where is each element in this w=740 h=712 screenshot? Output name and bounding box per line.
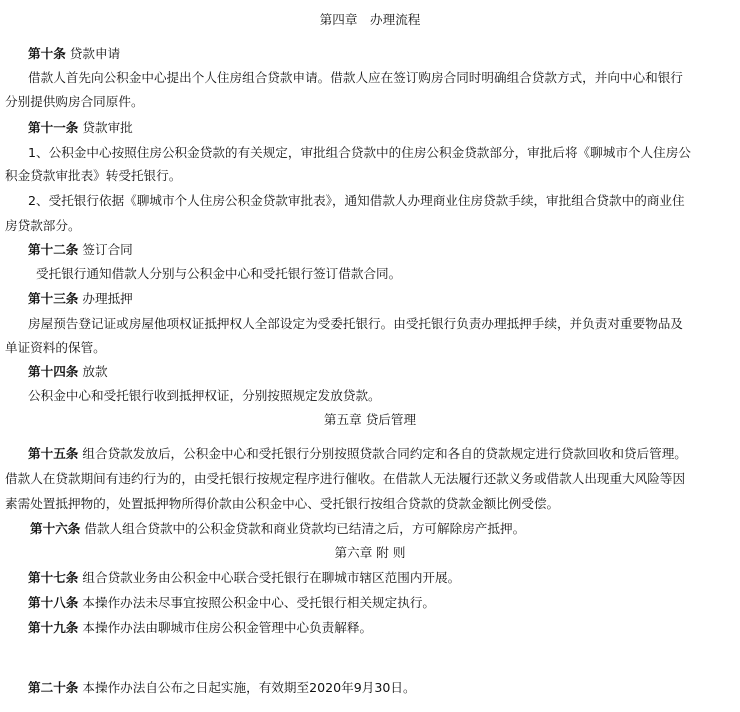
- article-11-item-2b: 房贷款部分。: [5, 218, 81, 233]
- article-11-title: 第十一条: [28, 120, 79, 135]
- article-17-body: 组合贷款业务由公积金中心联合受托银行在聊城市辖区范围内开展。: [82, 570, 461, 585]
- article-10-text-1: 借款人首先向公积金中心提出个人住房组合贷款申请。借款人应在签订购房合同时明确组合贷款方式，并向中心和银行: [28, 70, 683, 85]
- article-15-text-2: 借款人在贷款期间有违约行为的，由受托银行按规定程序进行催收。在借款人无法履行还款义务或借款人出现重大风险等因: [5, 471, 686, 486]
- article-11-item-1a: 1、公积金中心按照住房公积金贷款的有关规定，审批组合贷款中的住房公积金贷款部分，审批后将《聊城市个人住房公: [28, 145, 691, 160]
- chapter-5-heading: 第五章 贷后管理: [323, 412, 417, 427]
- article-14-name: 放款: [82, 364, 108, 379]
- article-20-text: [28, 680, 416, 696]
- article-17-title: 第十七条: [28, 570, 79, 585]
- article-15-body-1: 组合贷款发放后，公积金中心和受托银行分别按照贷款合同约定和各自的贷款规定进行贷款回收和贷后管理。: [82, 446, 687, 461]
- article-10-name: 贷款申请: [69, 46, 121, 61]
- article-17-text: [28, 570, 460, 586]
- article-19-body: 本操作办法由聊城市住房公积金管理中心负责解释。: [82, 620, 373, 635]
- article-18-text: [28, 595, 435, 611]
- article-11-header: [28, 120, 133, 136]
- article-19-text: [28, 620, 372, 636]
- chapter-6-heading: 第六章 附 则: [334, 545, 406, 560]
- article-13-title: 第十三条: [28, 291, 79, 306]
- article-19-title: 第十九条: [28, 620, 79, 635]
- article-10-title: 第十条: [28, 46, 66, 61]
- article-13-text-1: 房屋预告登记证或房屋他项权证抵押权人全部设定为受委托银行。由受托银行负责办理抵押手续，并负责对重要物品及: [28, 316, 683, 331]
- article-13-header: [28, 291, 133, 307]
- article-10-text-2: 分别提供购房合同原件。: [5, 94, 144, 109]
- article-16-text: [30, 521, 525, 537]
- article-12-name: 签订合同: [82, 242, 133, 257]
- article-16-body: 借款人组合贷款中的公积金贷款和商业贷款均已结清之后，方可解除房产抵押。: [84, 521, 526, 536]
- article-11-item-1b: 积金贷款审批表》转受托银行。: [5, 168, 182, 183]
- article-16-title: 第十六条: [30, 521, 81, 536]
- article-18-title: 第十八条: [28, 595, 79, 610]
- article-10-header: [28, 46, 120, 62]
- article-13-name: 办理抵押: [82, 291, 133, 306]
- article-15-title: 第十五条: [28, 446, 79, 461]
- article-14-header: [28, 364, 108, 380]
- article-20-title: 第二十条: [28, 680, 79, 695]
- article-18-body: 本操作办法未尽事宜按照公积金中心、受托银行相关规定执行。: [82, 595, 436, 610]
- article-12-title: 第十二条: [28, 242, 79, 257]
- article-13-text-2: 单证资料的保管。: [5, 340, 106, 355]
- article-12-header: [28, 242, 133, 258]
- article-14-text: 公积金中心和受托银行收到抵押权证，分别按照规定发放贷款。: [28, 388, 381, 403]
- article-15-text-1: [28, 446, 687, 462]
- article-20-body: 本操作办法自公布之日起实施，有效期至2020年9月30日。: [82, 680, 416, 695]
- chapter-4-heading: 第四章 办理流程: [319, 12, 421, 27]
- article-11-item-2a: 2、受托银行依据《聊城市个人住房公积金贷款审批表》，通知借款人办理商业住房贷款手续，审批组合贷款中的商业住: [28, 193, 685, 208]
- article-11-name: 贷款审批: [82, 120, 133, 135]
- article-14-title: 第十四条: [28, 364, 79, 379]
- article-12-text: 受托银行通知借款人分别与公积金中心和受托银行签订借款合同。: [36, 266, 402, 281]
- article-15-text-3: 素需处置抵押物的，处置抵押物所得价款由公积金中心、受托银行按组合贷款的贷款金额比例受偿。: [5, 496, 560, 511]
